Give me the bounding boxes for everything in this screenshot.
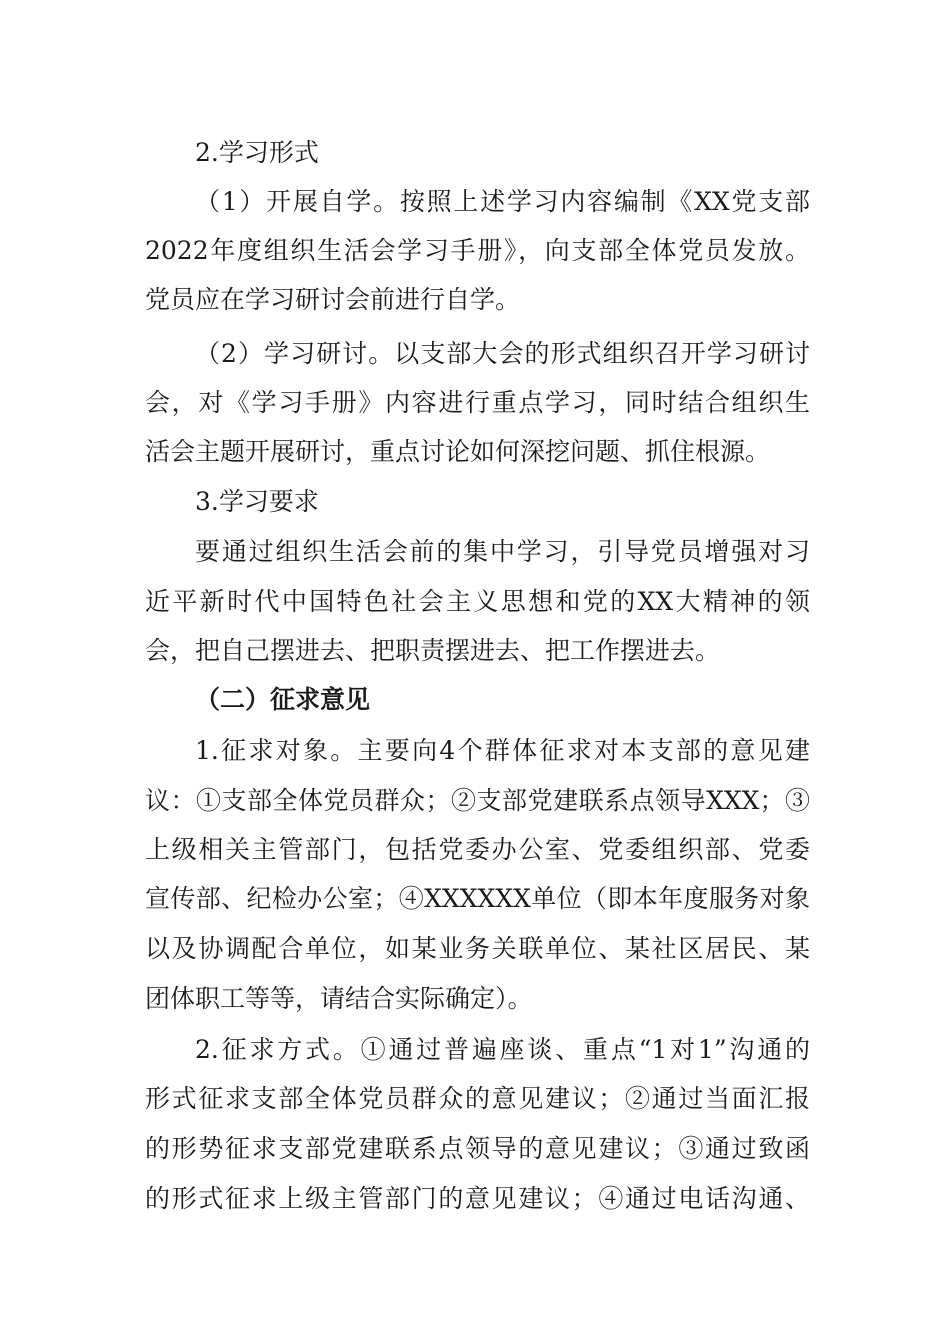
subheading-study-requirements: 3.学习要求 xyxy=(195,487,319,516)
paragraph-line: 的形势征求支部党建联系点领导的意见建议；③通过致函 xyxy=(145,1134,810,1163)
paragraph-line: 团体职工等等，请结合实际确定）。 xyxy=(145,984,533,1013)
paragraph-line: 宣传部、纪检办公室；④XXXXXX单位（即本年度服务对象 xyxy=(145,884,810,913)
paragraph-line: 上级相关主管部门，包括党委办公室、党委组织部、党委 xyxy=(145,835,810,864)
paragraph-line: 近平新时代中国特色社会主义思想和党的XX大精神的领 xyxy=(145,587,810,616)
subheading-study-form: 2.学习形式 xyxy=(195,138,319,167)
paragraph-line: 以及协调配合单位，如某业务关联单位、某社区居民、某 xyxy=(145,934,810,963)
paragraph-line: 活会主题开展研讨，重点讨论如何深挖问题、抓住根源。 xyxy=(145,437,771,466)
paragraph-line: 议：①支部全体党员群众；②支部党建联系点领导XXX；③ xyxy=(145,786,810,815)
paragraph-line: 2022年度组织生活会学习手册》，向支部全体党员发放。 xyxy=(145,236,810,265)
paragraph-line: 形式征求支部全体党员群众的意见建议；②通过当面汇报 xyxy=(145,1084,810,1113)
paragraph-line: 会，把自己摆进去、把职责摆进去、把工作摆进去。 xyxy=(145,636,721,665)
paragraph-line: 党员应在学习研讨会前进行自学。 xyxy=(145,285,521,314)
paragraph-line: 1.征求对象。主要向4个群体征求对本支部的意见建 xyxy=(195,736,810,765)
section-heading-solicit-opinions: （二）征求意见 xyxy=(195,685,371,714)
paragraph-line: （2）学习研讨。以支部大会的形式组织召开学习研讨 xyxy=(195,339,810,368)
paragraph-line: 要通过组织生活会前的集中学习，引导党员增强对习 xyxy=(195,537,810,566)
paragraph-line: （1）开展自学。按照上述学习内容编制《XX党支部 xyxy=(195,187,810,216)
paragraph-line: 的形式征求上级主管部门的意见建议；④通过电话沟通、 xyxy=(145,1184,810,1213)
paragraph-line: 2.征求方式。①通过普遍座谈、重点“1对1”沟通的 xyxy=(195,1035,810,1064)
paragraph-line: 会，对《学习手册》内容进行重点学习，同时结合组织生 xyxy=(145,388,810,417)
